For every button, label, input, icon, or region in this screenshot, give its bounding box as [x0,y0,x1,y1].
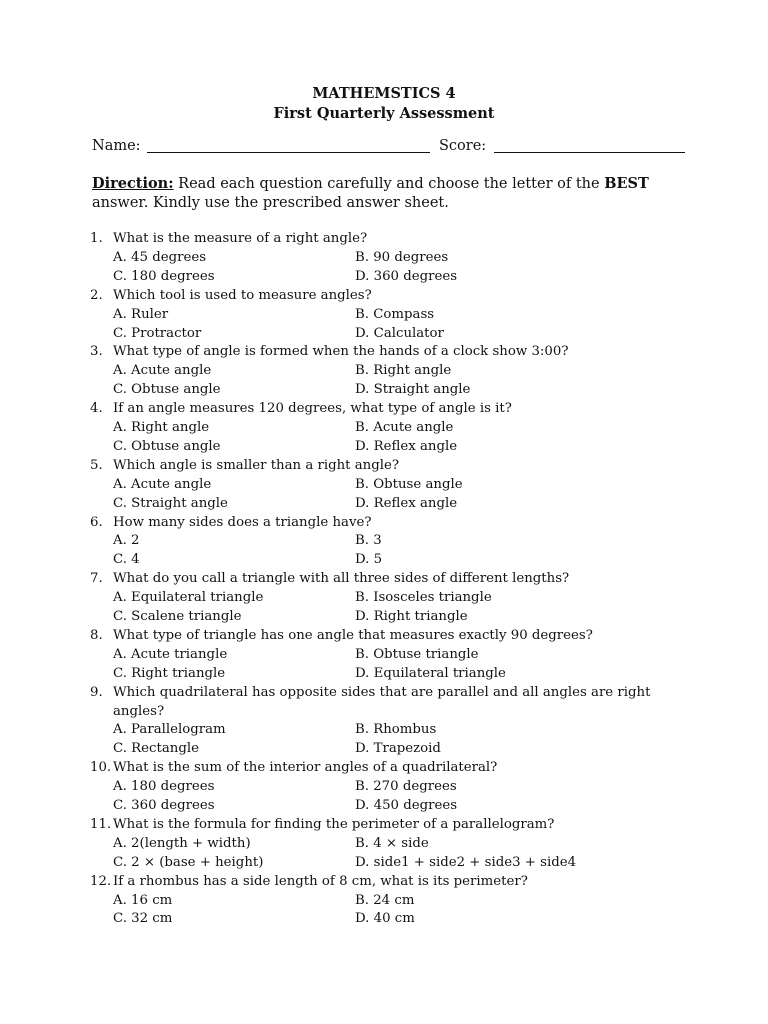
question-item [90,514,690,571]
choice-d: D. Calculator [355,325,444,341]
student-info-row [92,137,692,157]
choice-d: D. Trapezoid [355,741,441,757]
question-text: What is the measure of a right angle? [113,231,368,246]
answer-choices [113,249,690,287]
name-label: Name: [92,138,141,154]
choice-c: C. 180 degrees [113,268,215,284]
document-title: MATHEMSTICS 4 [312,85,456,102]
answer-choices [113,476,690,514]
answer-choices [113,778,690,816]
choice-d: D. Right triangle [355,609,468,625]
answer-choices [113,306,690,344]
directions [92,174,672,213]
choice-d: D. Reflex angle [355,438,458,454]
name-blank-line [147,152,430,153]
choice-b: B. 270 degrees [355,779,457,795]
question-number: 4. [90,401,103,417]
question-number: 7. [90,571,103,587]
score-label: Score: [439,138,487,154]
question-item [90,400,690,457]
question-text: What is the formula for finding the perimeter of a parallelogram? [113,816,555,832]
question-item [90,627,690,684]
choice-a: A. 45 degrees [113,249,207,265]
choice-c: C. Straight angle [113,495,228,511]
answer-choices [113,532,690,570]
choice-c: C. Rectangle [113,741,199,757]
choice-c: C. Protractor [113,325,202,341]
question-item [90,457,690,514]
choice-c: C. 360 degrees [113,798,215,814]
answer-choices [113,589,690,627]
choice-a: A. 2(length + width) [113,835,251,851]
choice-c: C. Scalene triangle [113,609,242,625]
choice-a: A. 2 [113,533,140,549]
question-number: 5. [90,457,103,473]
question-number: 2. [90,287,103,303]
question-number: 6. [90,514,103,530]
answer-choices [113,835,690,873]
question-text: What do you call a triangle with all three sides of different lengths? [113,571,570,587]
choice-a: A. Acute angle [113,476,212,492]
choice-c: C. 32 cm [113,911,173,927]
answer-choices [113,362,690,400]
answer-choices [113,892,690,930]
question-item [90,816,690,873]
choice-b: B. Rhombus [355,722,437,738]
question-text: What is the sum of the interior angles of a quadrilateral? [113,760,498,776]
choice-c: C. Obtuse angle [113,438,221,454]
question-item [90,570,690,627]
question-number: 3. [90,344,103,360]
choice-a: A. 16 cm [113,892,173,908]
question-number: 12. [90,873,112,889]
choice-b: B. Obtuse triangle [355,646,479,662]
question-text: How many sides does a triangle have? [113,514,372,530]
direction-label: Direction: [92,175,174,192]
choice-d: D. Straight angle [355,382,471,398]
question-item [90,343,690,400]
choice-d: D. 450 degrees [355,798,458,814]
choice-b: B. Obtuse angle [355,476,463,492]
question-number: 10. [90,760,112,776]
answer-choices [113,419,690,457]
question-item [90,230,690,287]
choice-d: D. 360 degrees [355,268,458,284]
choice-b: B. Isosceles triangle [355,590,492,606]
choice-d: D. Reflex angle [355,495,458,511]
choice-a: A. Equilateral triangle [113,590,264,606]
choice-b: B. Right angle [355,363,452,379]
choice-a: A. Parallelogram [113,722,226,738]
choice-c: C. Right triangle [113,665,226,681]
question-text: If an angle measures 120 degrees, what type of angle is it? [113,401,512,417]
score-blank-line [494,152,685,153]
answer-choices [113,646,690,684]
choice-b: B. Acute angle [355,420,454,436]
question-text: If a rhombus has a side length of 8 cm, what is its perimeter? [113,873,528,889]
question-number: 8. [90,627,103,643]
question-item [90,287,690,344]
choice-d: D. side1 + side2 + side3 + side4 [355,854,577,870]
direction-text-1: Read each question carefully and choose the letter of the [173,176,605,192]
choice-b: B. Compass [355,306,435,322]
question-text: What type of triangle has one angle that measures exactly 90 degrees? [113,627,593,643]
choice-b: B. 24 cm [355,892,415,908]
choice-a: A. Right angle [113,420,210,436]
choice-a: A. Ruler [113,306,169,322]
question-list [90,230,690,929]
choice-d: D. 40 cm [355,911,415,927]
choice-d: D. 5 [355,552,383,568]
choice-a: A. Acute angle [113,363,212,379]
choice-b: B. 3 [355,533,382,549]
question-item [90,873,690,930]
choice-a: A. Acute triangle [113,646,228,662]
choice-a: A. 180 degrees [113,779,215,795]
question-number: 1. [90,231,103,246]
answer-choices [113,721,690,759]
document-subtitle: First Quarterly Assessment [273,105,495,122]
direction-best: BEST [604,175,649,192]
choice-c: C. Obtuse angle [113,382,221,398]
question-text: What type of angle is formed when the hands of a clock show 3:00? [113,344,569,360]
question-item [90,684,690,760]
choice-c: C. 2 × (base + height) [113,854,264,870]
question-text: Which quadrilateral has opposite sides that are parallel and all angles are right angles? [113,684,651,719]
choice-d: D. Equilateral triangle [355,665,506,681]
question-number: 11. [90,816,112,832]
choice-b: B. 90 degrees [355,249,449,265]
question-text: Which tool is used to measure angles? [113,287,372,303]
question-item [90,759,690,816]
choice-c: C. 4 [113,552,140,568]
direction-text-2: answer. Kindly use the prescribed answer sheet. [92,195,449,211]
question-text: Which angle is smaller than a right angle? [113,457,399,473]
choice-b: B. 4 × side [355,835,429,851]
question-number: 9. [90,684,103,700]
